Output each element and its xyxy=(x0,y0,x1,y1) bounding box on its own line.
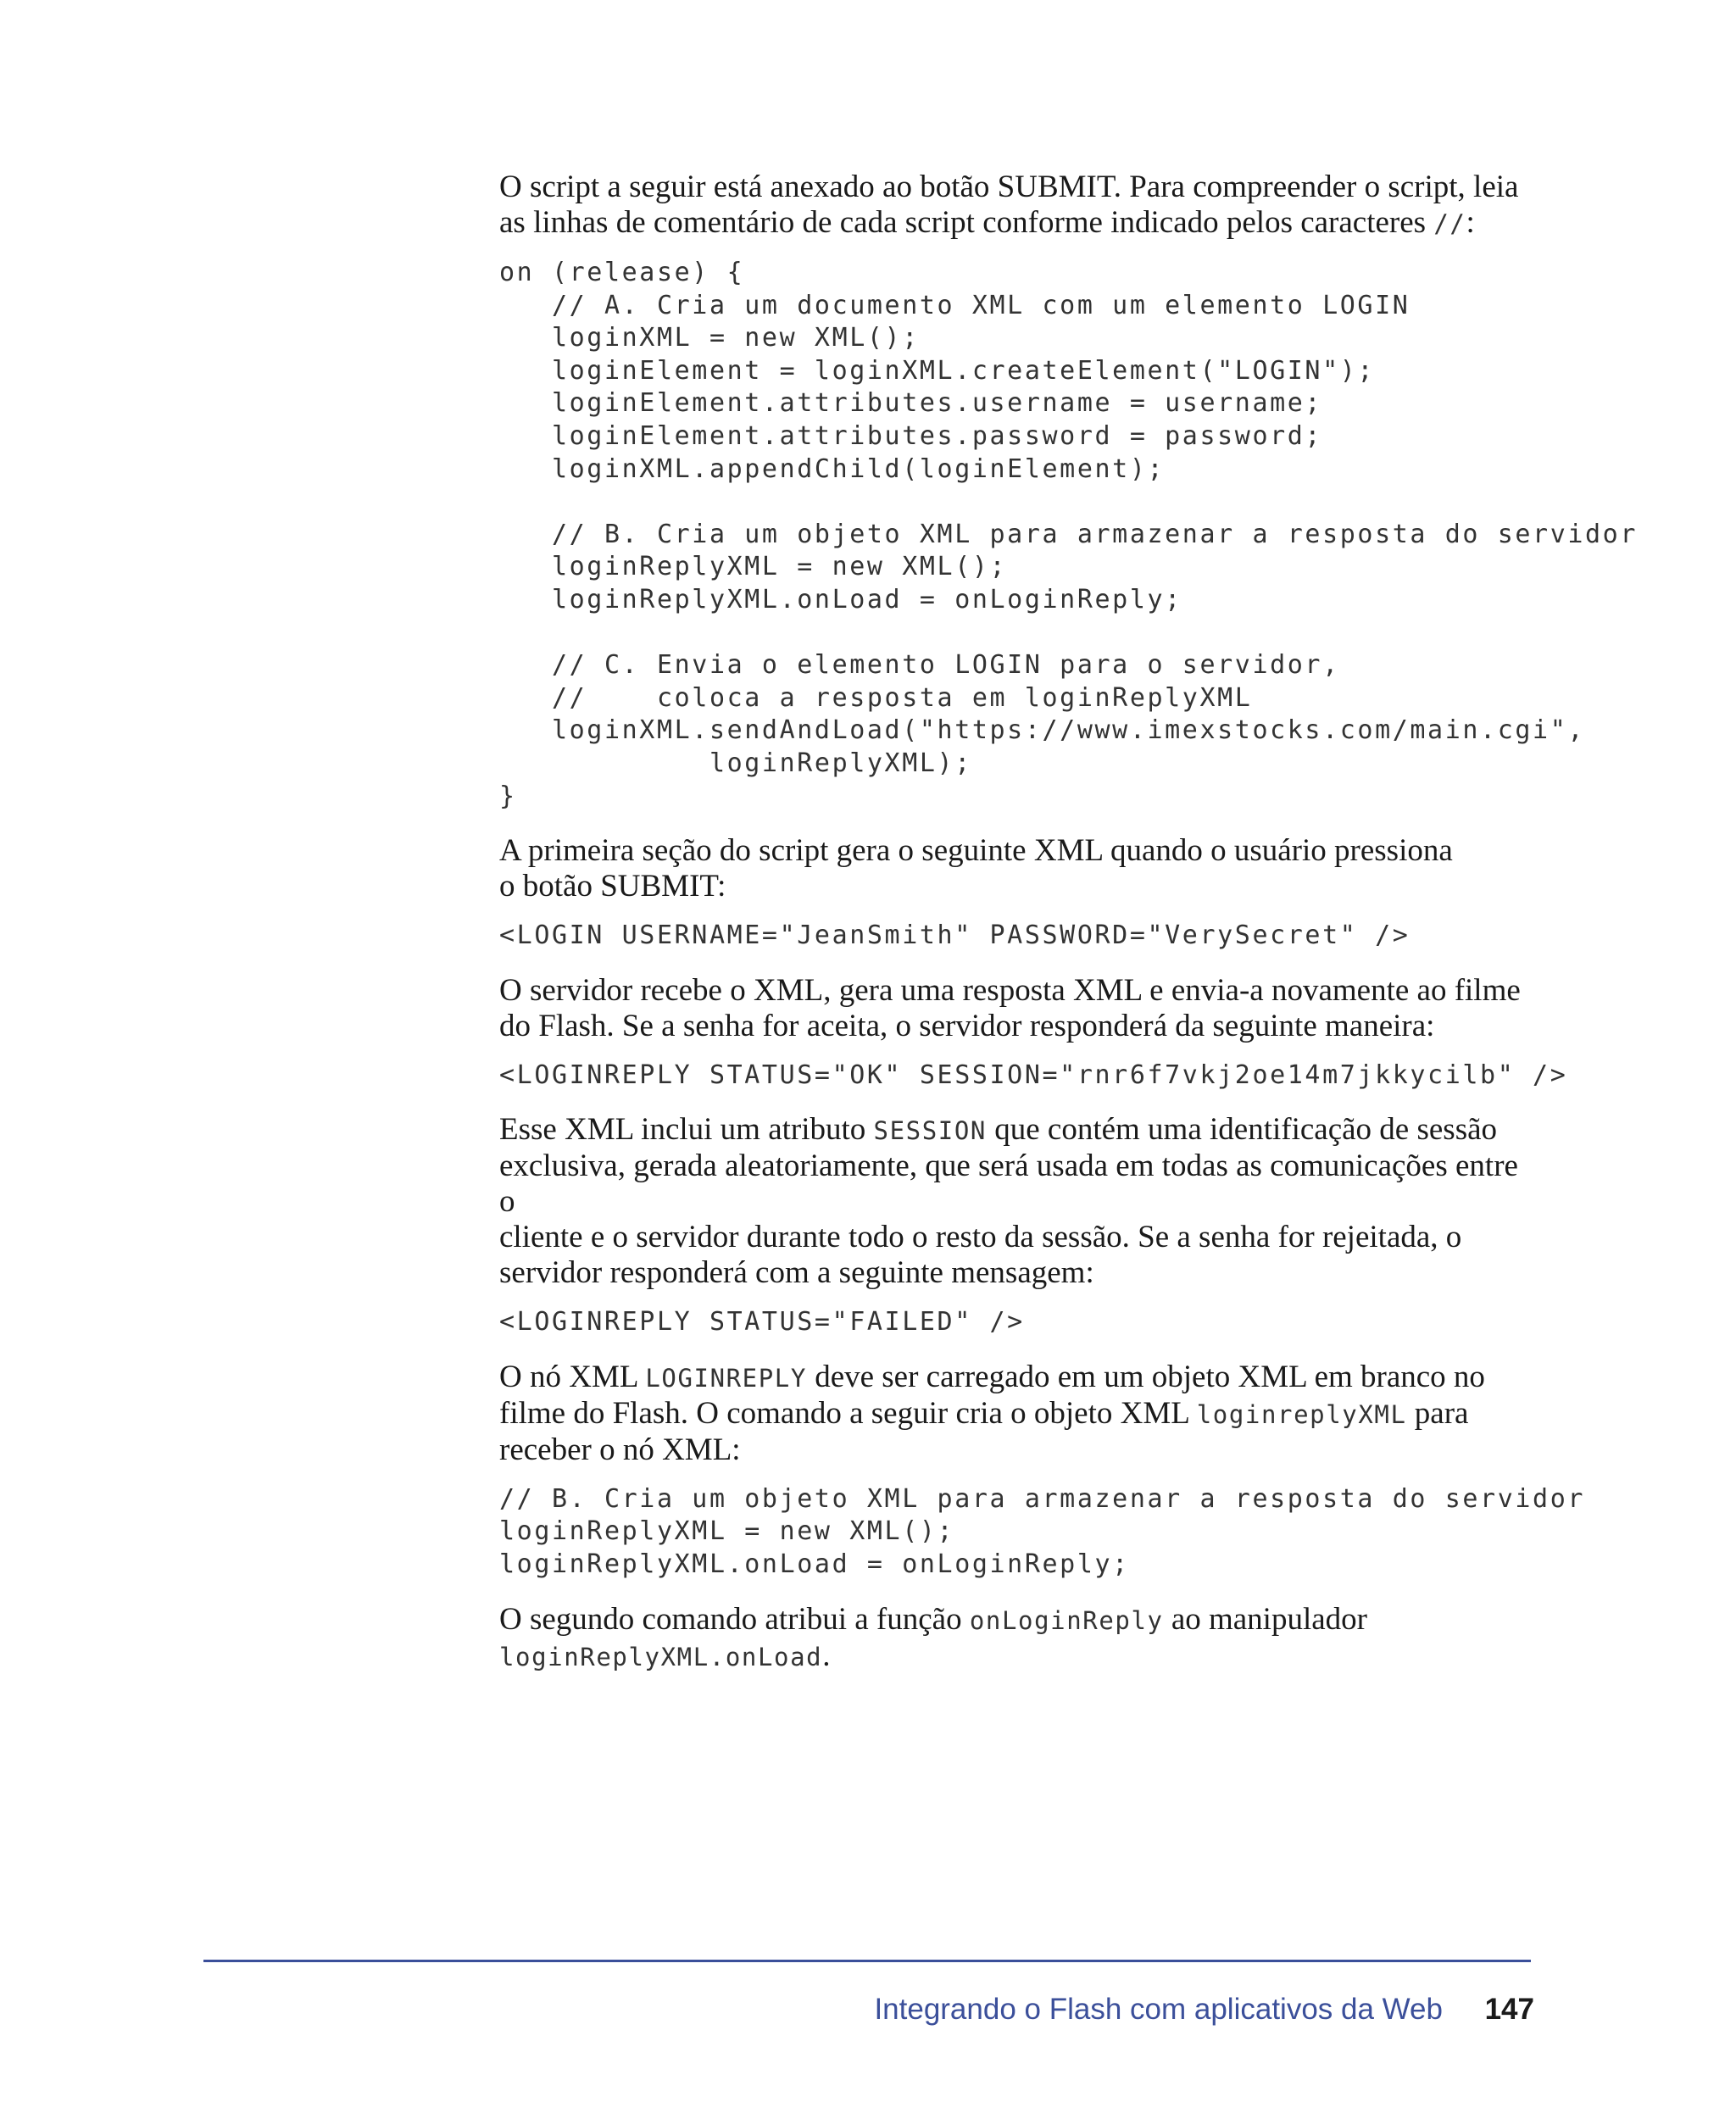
paragraph-session-line-4: servidor responderá com a seguinte mensagem: xyxy=(499,1255,1094,1291)
paragraph-session-line-2: exclusiva, gerada aleatoriamente, que será usada em todas as comunicações entre o xyxy=(499,1148,1518,1220)
code-loginreply-ok: <LOGINREPLY STATUS="OK" SESSION="rnr6f7vkj2oe14m7jkkycilb" /> xyxy=(499,1060,1568,1090)
paragraph-node-line-2-end: para xyxy=(1406,1395,1469,1431)
paragraph-session-line-3: cliente e o servidor durante todo o resto da sessão. Se a senha for rejeitada, o xyxy=(499,1220,1462,1255)
code-block-loginreply-object: // B. Cria um objeto XML para armazenar a resposta do servidor loginReplyXML = new XML(); loginReplyXML.onLoad = onLoginReply; xyxy=(499,1483,1586,1580)
footer-divider xyxy=(203,1960,1531,1962)
paragraph-node-line-1: O nó XML xyxy=(499,1359,646,1394)
intro-paragraph xyxy=(499,170,1533,242)
paragraph-loginreply-node xyxy=(499,1360,1533,1468)
paragraph-first-section-line-1: A primeira seção do script gera o seguinte XML quando o usuário pressiona xyxy=(499,833,1453,869)
session-attribute: SESSION xyxy=(873,1116,987,1146)
paragraph-second-command-period: . xyxy=(822,1638,831,1673)
paragraph-server-reply-line-2: do Flash. Se a senha for aceita, o servidor responderá da seguinte maneira: xyxy=(499,1008,1435,1043)
loginreply-term: LOGINREPLY xyxy=(645,1363,807,1393)
paragraph-session-line-1: Esse XML inclui um atributo xyxy=(499,1112,874,1148)
intro-line-2-end: : xyxy=(1466,205,1475,240)
main-content xyxy=(499,170,1638,1675)
paragraph-second-command-line-1-end: ao manipulador xyxy=(1163,1601,1367,1637)
paragraph-node-line-1-end: deve ser carregado em um objeto XML em branco no xyxy=(806,1359,1485,1394)
paragraph-server-reply xyxy=(499,973,1533,1044)
paragraph-second-command xyxy=(499,1602,1533,1675)
intro-line-1: O script a seguir está anexado ao botão SUBMIT. Para compreender o script, leia xyxy=(499,170,1519,204)
code-block-submit-script: on (release) { // A. Cria um documento XML com um elemento LOGIN loginXML = new XML(); loginElement = loginXML.createElement("LOGIN"); loginElement.attributes.username = username; loginElement.attributes.password = password; loginXML.appendChild(loginElement); // B. Cria um objeto XML para armazenar a resposta do servidor loginReplyXML = new XML(); loginReplyXML.onLoad = onLoginReply; // C. Envia o elemento LOGIN para o servidor, // coloca a resposta em loginReplyXML loginXML.sendAndLoad("https://www.imexstocks.com/main.cgi", loginReplyXML); } xyxy=(499,258,1638,811)
paragraph-first-section-line-2: o botão SUBMIT: xyxy=(499,869,726,904)
intro-line-2: as linhas de comentário de cada script conforme indicado pelos caracteres xyxy=(499,205,1434,240)
paragraph-session-line-1-end: que contém uma identificação de sessão xyxy=(986,1112,1498,1148)
comment-chars: // xyxy=(1433,209,1466,238)
code-loginreply-failed: <LOGINREPLY STATUS="FAILED" /> xyxy=(499,1307,1025,1338)
code-login-xml: <LOGIN USERNAME="JeanSmith" PASSWORD="VerySecret" /> xyxy=(499,920,1410,951)
onloginreply-term: onLoginReply xyxy=(969,1605,1164,1635)
loginreplyxml-term: loginreplyXML xyxy=(1196,1399,1407,1429)
footer-chapter-title: Integrando o Flash com aplicativos da Web xyxy=(874,1993,1443,2026)
page-number: 147 xyxy=(1484,1993,1534,2026)
paragraph-server-reply-line-1: O servidor recebe o XML, gera uma resposta XML e envia-a novamente ao filme xyxy=(499,972,1521,1008)
paragraph-node-line-2: filme do Flash. O comando a seguir cria o objeto XML xyxy=(499,1395,1197,1431)
paragraph-node-line-3: receber o nó XML: xyxy=(499,1432,741,1467)
paragraph-second-command-line-1: O segundo comando atribui a função xyxy=(499,1601,970,1637)
paragraph-session xyxy=(499,1112,1533,1291)
onload-handler-term: loginReplyXML.onLoad xyxy=(499,1642,823,1671)
paragraph-first-section xyxy=(499,833,1533,904)
